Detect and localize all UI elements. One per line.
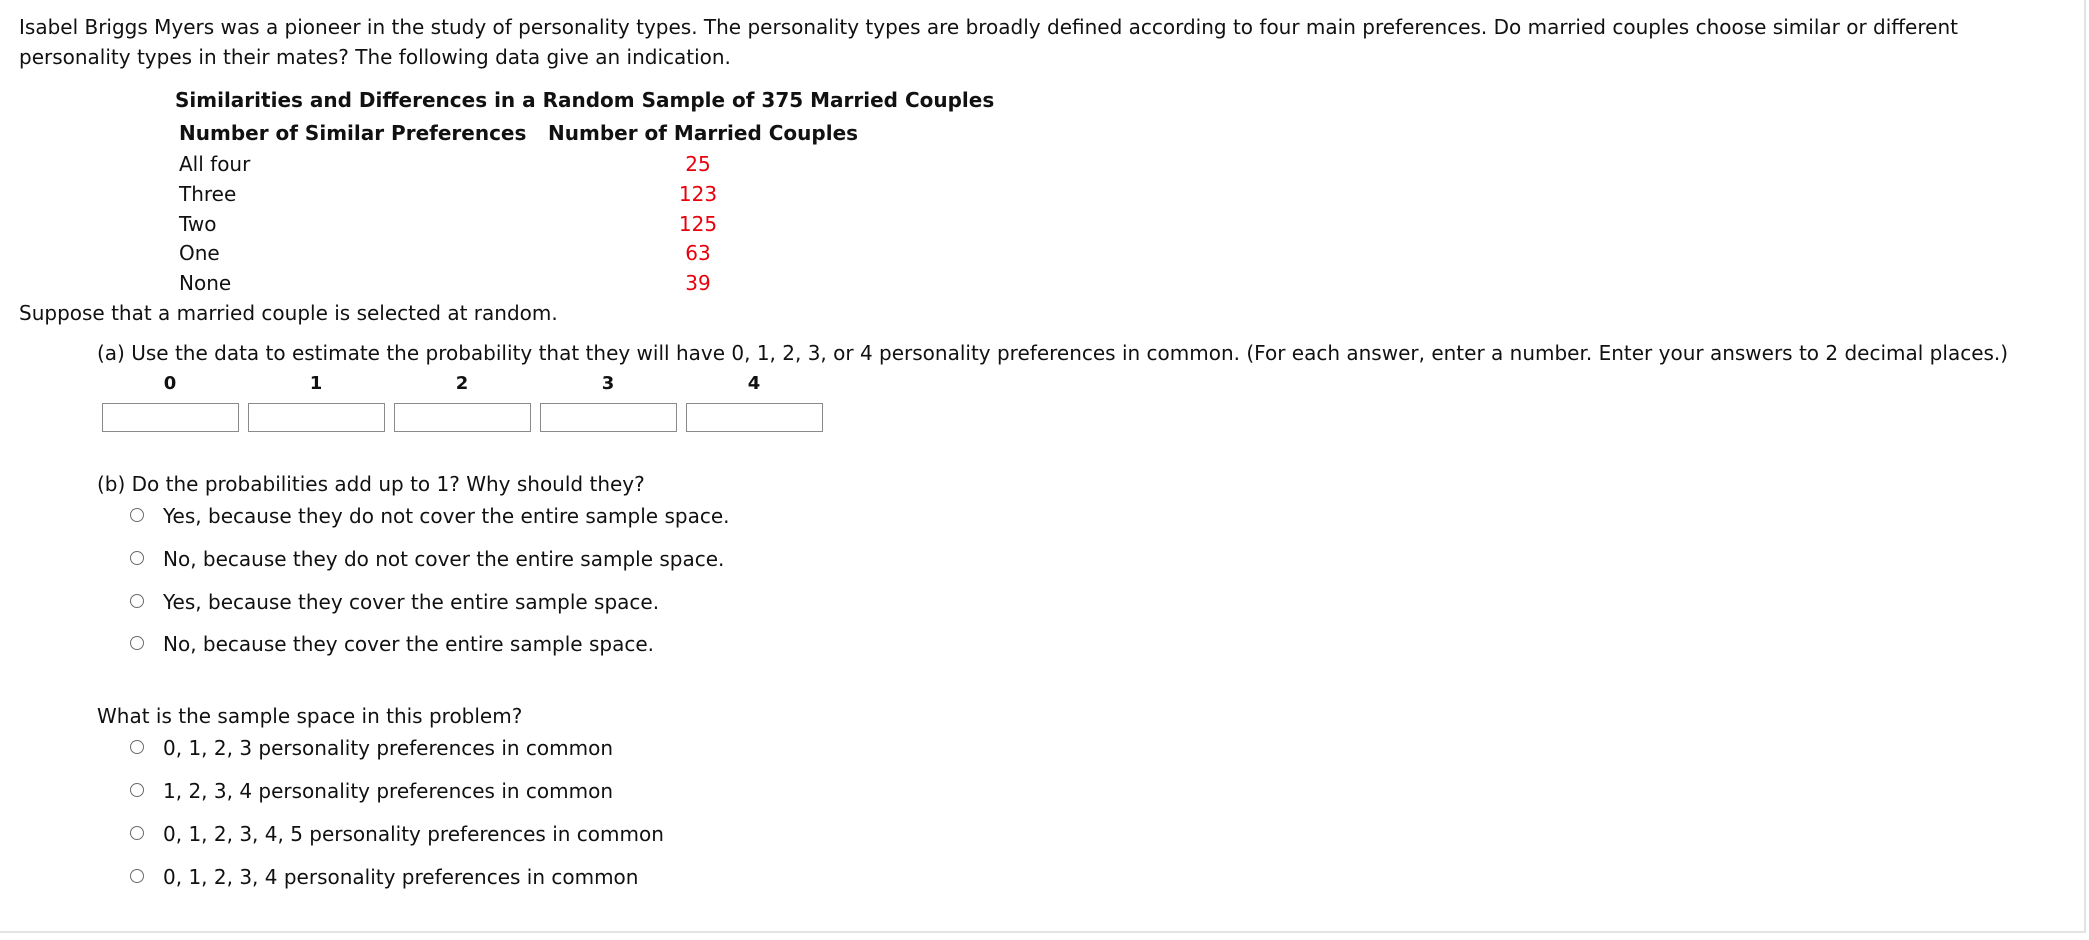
answer-column-label: 1: [309, 373, 323, 394]
radio-option-label[interactable]: 0, 1, 2, 3 personality preferences in common: [163, 736, 614, 760]
sample-space-prompt: What is the sample space in this problem?: [97, 704, 523, 728]
probability-input-4[interactable]: [686, 403, 823, 432]
table-title: Similarities and Differences in a Random Sample of 375 Married Couples: [175, 88, 995, 112]
answer-column-label: 4: [747, 373, 761, 394]
radio-button[interactable]: [130, 551, 144, 565]
table-row-label: All four: [179, 152, 251, 176]
radio-option-label[interactable]: No, because they do not cover the entire sample space.: [163, 547, 725, 571]
table-row-value: 39: [685, 271, 711, 295]
radio-option-label[interactable]: 1, 2, 3, 4 personality preferences in common: [163, 779, 614, 803]
answer-column-label: 0: [163, 373, 177, 394]
table-row-label: Three: [179, 182, 237, 206]
radio-button[interactable]: [130, 636, 144, 650]
part-b-prompt: (b) Do the probabilities add up to 1? Why should they?: [97, 472, 645, 496]
suppose-text: Suppose that a married couple is selected at random.: [19, 301, 558, 325]
radio-button[interactable]: [130, 869, 144, 883]
probability-input-2[interactable]: [394, 403, 531, 432]
radio-option-label[interactable]: 0, 1, 2, 3, 4 personality preferences in common: [163, 865, 639, 889]
table-header-preferences: Number of Similar Preferences: [179, 121, 527, 145]
radio-option-label[interactable]: No, because they cover the entire sample space.: [163, 632, 654, 656]
table-row-value: 125: [678, 212, 718, 236]
table-row-label: Two: [179, 212, 217, 236]
probability-input-1[interactable]: [248, 403, 385, 432]
answer-column-label: 2: [455, 373, 469, 394]
radio-button[interactable]: [130, 826, 144, 840]
radio-option-label[interactable]: Yes, because they do not cover the entire sample space.: [163, 504, 730, 528]
probability-input-3[interactable]: [540, 403, 677, 432]
table-row-value: 25: [685, 152, 711, 176]
table-row-label: One: [179, 241, 220, 265]
probability-input-0[interactable]: [102, 403, 239, 432]
radio-option-label[interactable]: Yes, because they cover the entire sample space.: [163, 590, 660, 614]
radio-button[interactable]: [130, 740, 144, 754]
table-row-value: 123: [678, 182, 718, 206]
table-header-couples: Number of Married Couples: [548, 121, 859, 145]
table-row-value: 63: [685, 241, 711, 265]
intro-text: Isabel Briggs Myers was a pioneer in the study of personality types. The personality types are broadly defined according to four main preferences. Do married couples choose similar or different personality types in their mates? The following data give an indication.: [19, 15, 1958, 69]
part-a-prompt: (a) Use the data to estimate the probability that they will have 0, 1, 2, 3, or 4 personality preferences in common. (For each answer, enter a number. Enter your answers to 2 decimal places.): [97, 341, 2009, 365]
table-row-label: None: [179, 271, 232, 295]
answer-column-label: 3: [601, 373, 615, 394]
radio-button[interactable]: [130, 594, 144, 608]
radio-button[interactable]: [130, 783, 144, 797]
radio-option-label[interactable]: 0, 1, 2, 3, 4, 5 personality preferences in common: [163, 822, 664, 846]
radio-button[interactable]: [130, 508, 144, 522]
